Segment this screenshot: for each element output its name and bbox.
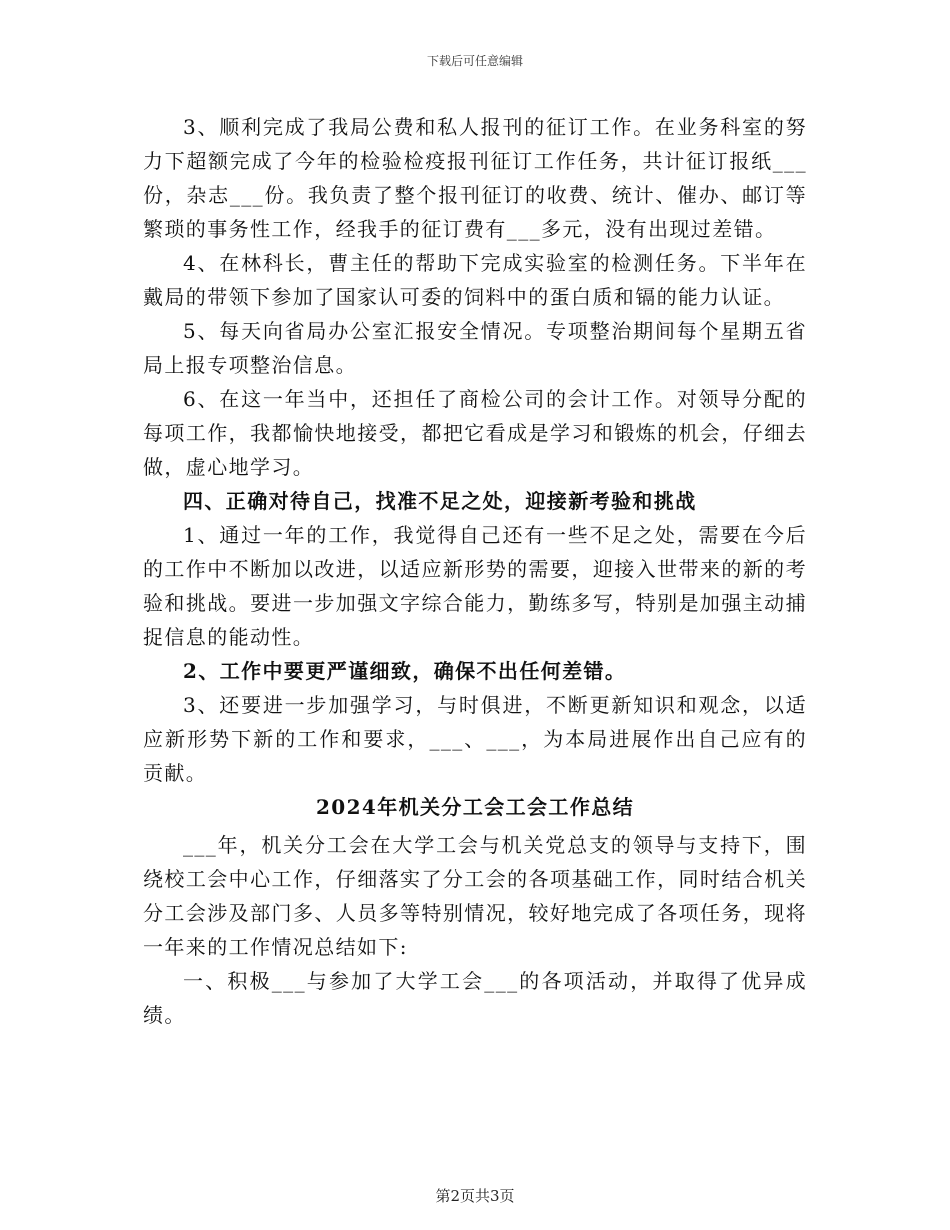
paragraph-section4-item-3: 3、还要进一步加强学习，与时俱进，不断更新知识和观念，以适应新形势下新的工作和要求，___、___，为本局进展作出自己应有的贡献。 — [143, 693, 807, 785]
document-body — [143, 110, 807, 1032]
paragraph-item-6: 6、在这一年当中，还担任了商检公司的会计工作。对领导分配的每项工作，我都愉快地接受，都把它看成是学习和锻炼的机会，仔细去做，虚心地学习。 — [143, 387, 807, 479]
page-header: 下载后可任意编辑 — [426, 54, 523, 68]
paragraph-section4-item-2: 2、工作中要更严谨细致，确保不出任何差错。 — [183, 659, 627, 683]
document-title: 2024年机关分工会工会工作总结 — [315, 795, 635, 819]
paragraph-item-5: 5、每天向省局办公室汇报安全情况。专项整治期间每个星期五省局上报专项整治信息。 — [143, 319, 807, 377]
paragraph-intro: ___年，机关分工会在大学工会与机关党总支的领导与支持下，围绕校工会中心工作，仔细落实了分工会的各项基础工作，同时结合机关分工会涉及部门多、人员多等特别情况，较好地完成了各项任务，现将一年来的工作情况总结如下: — [143, 833, 807, 959]
paragraph-section4-item-1: 1、通过一年的工作，我觉得自己还有一些不足之处，需要在今后的工作中不断加以改进，以适应新形势的需要，迎接入世带来的新的考验和挑战。要进一步加强文字综合能力，勤练多写，特别是加强主动捕捉信息的能动性。 — [143, 523, 807, 649]
page-footer: 第2页共3页 — [435, 1187, 515, 1205]
paragraph-item-4: 4、在林科长，曹主任的帮助下完成实验室的检测任务。下半年在戴局的带领下参加了国家认可委的饲料中的蛋白质和镉的能力认证。 — [143, 251, 807, 309]
section-heading-four: 四、正确对待自己，找准不足之处，迎接新考验和挑战 — [183, 489, 697, 513]
paragraph-item-3: 3、顺利完成了我局公费和私人报刊的征订工作。在业务科室的努力下超额完成了今年的检验检疫报刊征订工作任务，共计征订报纸___份，杂志___份。我负责了整个报刊征订的收费、统计、催办、邮订等繁琐的事务性工作，经我手的征订费有___多元，没有出现过差错。 — [143, 115, 807, 241]
paragraph-section1: 一、积极___与参加了大学工会___的各项活动，并取得了优异成绩。 — [143, 969, 807, 1027]
